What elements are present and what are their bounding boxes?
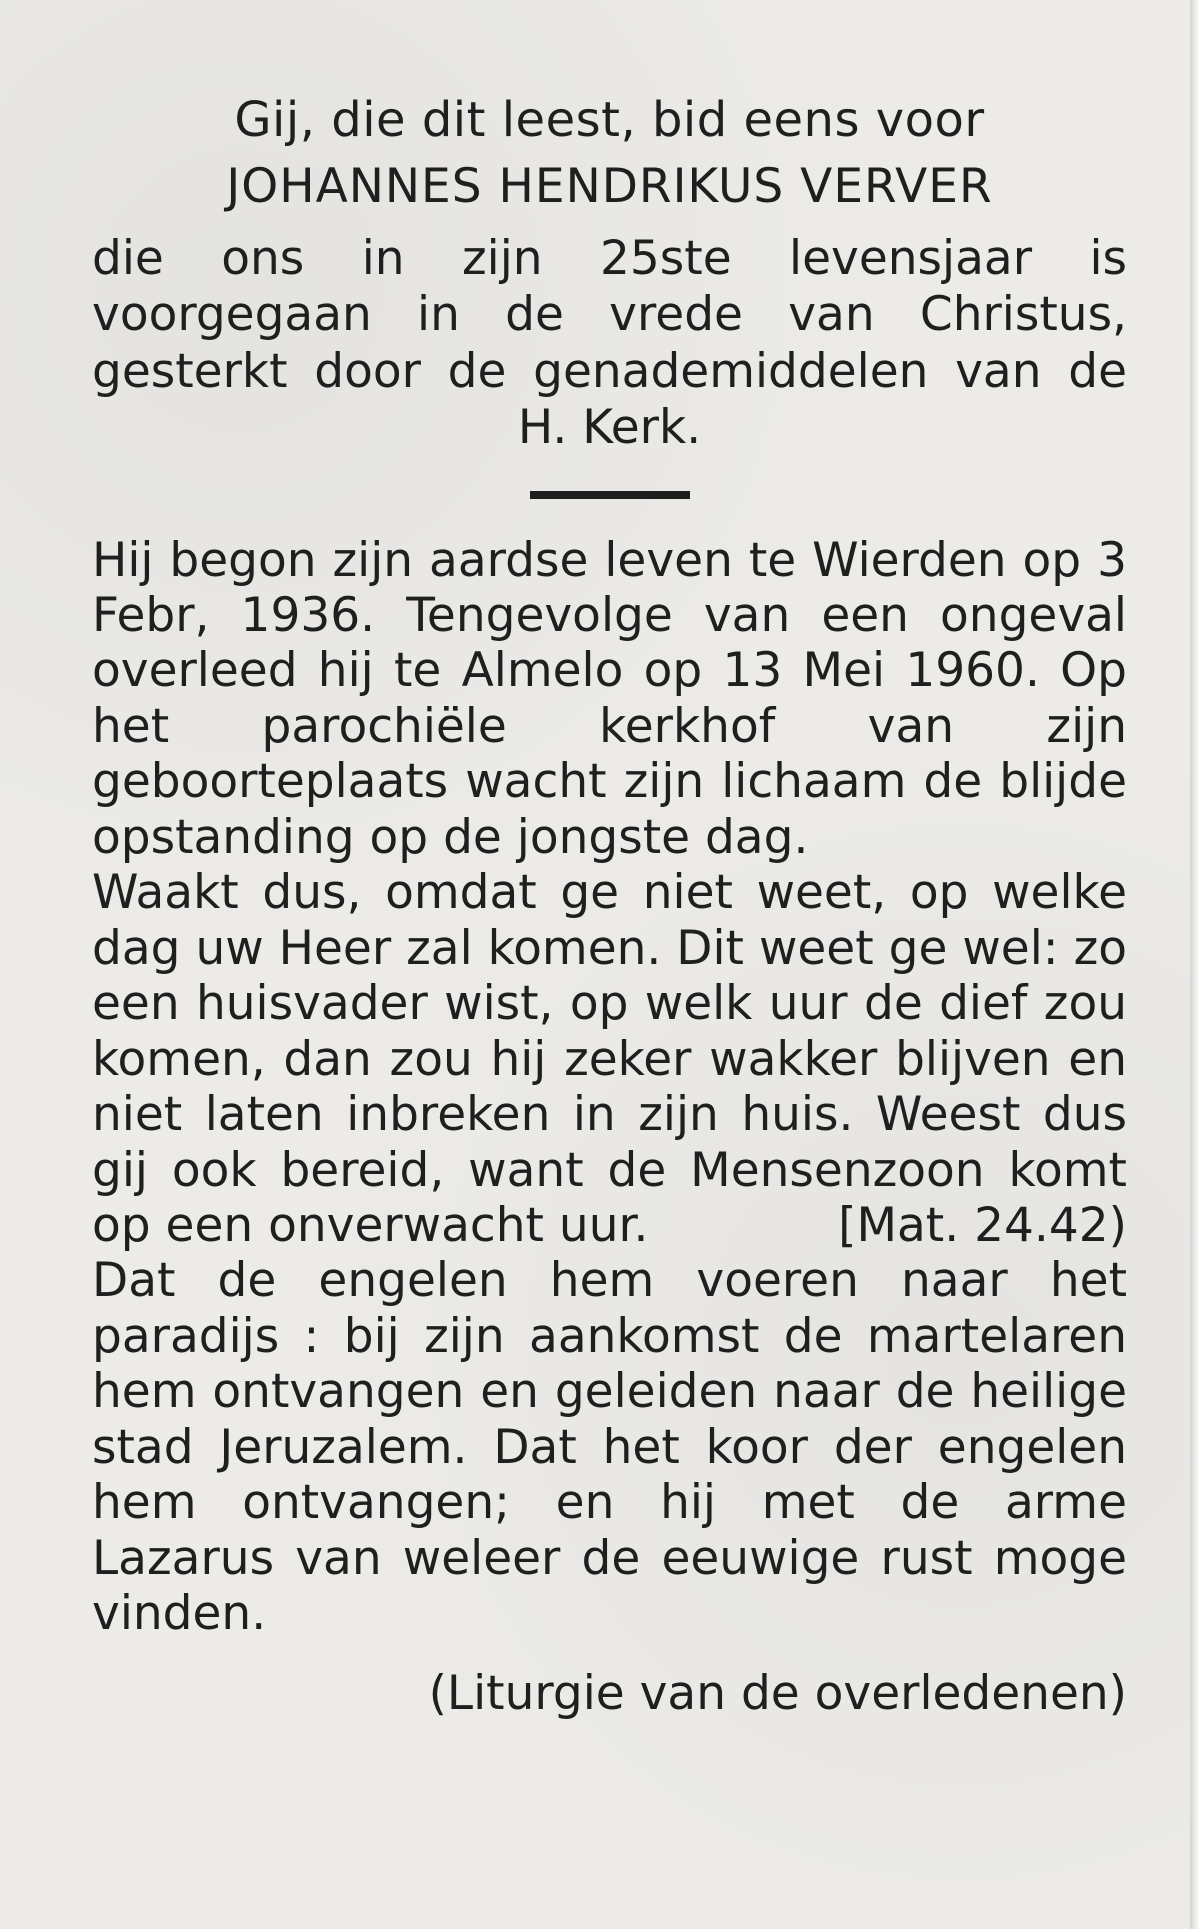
divider-rule (530, 491, 690, 499)
card-content (92, 92, 1127, 1768)
header-line: Gij, die dit leest, bid eens voor (234, 92, 985, 148)
scripture-paragraph (92, 865, 1127, 1253)
scripture-reference: [Mat. 24.42) (838, 1198, 1127, 1254)
scan-edge (1190, 0, 1200, 1929)
bio-paragraph: Hij begon zijn aardse leven te Wierden op 3 Febr, 1936. Tengevolge van een ongeval overleed hij te Almelo op 13 Mei 1960. Op het parochiële kerkhof van zijn geboorteplaats wacht zijn lichaam de blijde opstanding op de jongste dag. (92, 532, 1127, 865)
prayer-paragraph: Dat de engelen hem voeren naar het paradijs : bij zijn aankomst de martelaren hem ontvangen en geleiden naar de heilige stad Jeruzalem. Dat het koor der engelen hem ontvangen; en hij met de arme Lazarus van weleer de eeuwige rust moge vinden. (92, 1253, 1127, 1642)
scripture-text: Waakt dus, omdat ge niet weet, op welke dag uw Heer zal komen. Dit weet ge wel: zo een huisvader wist, op welk uur de dief zou komen, dan zou hij zeker wakker blijven en niet laten inbreken in zijn huis. Weest dus gij ook bereid, want de Mensenzoon komt op een onverwacht uur. (92, 865, 1127, 1254)
deceased-name: JOHANNES HENDRIKUS VERVER (226, 158, 993, 214)
intro-text: die ons in zijn 25ste levensjaar is voorgegaan in de vrede van Christus, gesterkt door de genademiddelen van de H. Kerk. (92, 231, 1127, 456)
closing-reference: (Liturgie van de overledenen) (428, 1665, 1127, 1721)
